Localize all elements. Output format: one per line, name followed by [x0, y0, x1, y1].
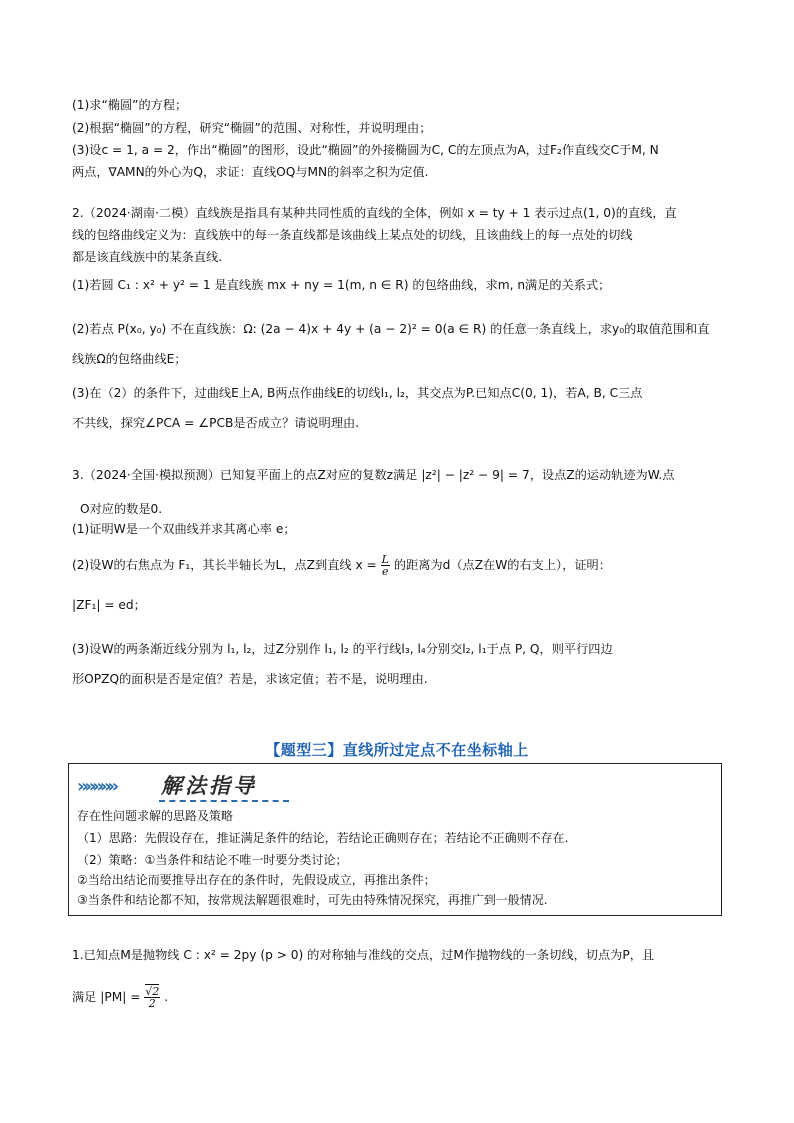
- p3-q2-text-after: 的距离为d（点Z在W的右支上），证明：: [393, 558, 611, 572]
- guide-line-1: 存在性问题求解的思路及策略: [77, 809, 234, 823]
- p3-question-3-line1: (3)设W的两条渐近线分别为 l₁, l₂，过Z分别作 l₁, l₂ 的平行线l₃, l₄分别交l₂, l₁于点 P, Q，则平行四边: [72, 642, 613, 656]
- p2-question-2-line2: 线族Ω的包络曲线E；: [72, 352, 187, 366]
- solution-guide-box: [68, 763, 722, 916]
- fraction-l-over-e: [381, 554, 390, 577]
- sqrt-two: √2: [145, 985, 160, 998]
- fraction-sqrt2-over-2: [144, 986, 160, 1009]
- guide-line-2: （1）思路：先假设存在，推证满足条件的结论，若结论正确则存在；若结论不正确则不存在.: [77, 831, 569, 845]
- p2-question-1: (1)若圆 C₁ : x² + y² = 1 是直线族 mx + ny = 1(m, n ∈ R) 的包络曲线，求m, n满足的关系式；: [72, 278, 611, 292]
- p2-stem-line3: 都是该直线族中的某条直线.: [72, 250, 223, 264]
- p3-question-2-line2: |ZF₁| = ed；: [72, 598, 146, 612]
- p4-stem-line2: [72, 986, 168, 1009]
- p3-question-3-line2: 形OPZQ的面积是否是定值？若是，求该定值；若不是，说明理由.: [72, 672, 428, 686]
- p1-question-3-line2: 两点，∇AMN的外心为Q，求证：直线OQ与MN的斜率之积为定值.: [72, 165, 429, 179]
- p3-question-1: (1)证明W是一个双曲线并求其离心率 e；: [72, 522, 296, 536]
- p3-question-2-line1: [72, 554, 611, 577]
- p2-question-3-line1: (3)在（2）的条件下，过曲线E上A, B两点作曲线E的切线l₁, l₂，其交点为P.已知点C(0, 1)，若A, B, C三点: [72, 386, 643, 400]
- guide-title-underline: [159, 800, 289, 802]
- p2-question-2-line1: (2)若点 P(x₀, y₀) 不在直线族：Ω: (2a − 4)x + 4y + (a − 2)² = 0(a ∈ R) 的任意一条直线上，求y₀的取值范围和直: [72, 322, 710, 336]
- guide-line-3: （2）策略：①当条件和结论不唯一时要分类讨论；: [77, 853, 348, 867]
- p3-stem-line2: O对应的数是0.: [80, 502, 163, 516]
- frac-denominator: 2: [148, 997, 156, 1010]
- p3-q2-text-before: (2)设W的右焦点为 F₁，其长半轴长为L，点Z到直线 x =: [72, 558, 377, 572]
- p2-stem-line2: 线的包络曲线定义为：直线族中的每一条直线都是该曲线上某点处的切线，且该曲线上的每一点处的切线: [72, 228, 633, 242]
- frac-denominator: e: [382, 565, 389, 578]
- p1-question-1: (1)求“椭圆”的方程；: [72, 98, 188, 112]
- p2-question-3-line2: 不共线，探究∠PCA = ∠PCB是否成立？请说明理由.: [72, 416, 360, 430]
- guide-line-5: ③当条件和结论都不知，按常规法解题很难时，可先由特殊情况探究，再推广到一般情况.: [77, 893, 548, 907]
- guide-title: 解法指导: [161, 774, 257, 798]
- p2-stem-line1: 2.（2024·湖南·二模）直线族是指具有某种共同性质的直线的全体，例如 x = ty + 1 表示过点(1, 0)的直线，直: [72, 206, 677, 220]
- p4-stem-line1: 1.已知点M是抛物线 C : x² = 2py (p > 0) 的对称轴与准线的交点，过M作抛物线的一条切线，切点为P，且: [72, 948, 655, 962]
- chevron-arrows-icon: »»»»»: [77, 776, 116, 797]
- frac-numerator: L: [381, 553, 389, 566]
- section-title: 【题型三】直线所过定点不在坐标轴上: [265, 741, 529, 759]
- p1-question-2: (2)根据“椭圆”的方程，研究“椭圆”的范围、对称性，并说明理由；: [72, 121, 432, 135]
- p4-text-after: .: [164, 990, 169, 1004]
- p4-text-before: 满足 |PM| =: [72, 990, 141, 1004]
- p3-stem-line1: 3.（2024·全国·模拟预测）已知复平面上的点Z对应的复数z满足 |z²| − |z² − 9| = 7，设点Z的运动轨迹为W.点: [72, 468, 675, 482]
- guide-line-4: ②当给出结论而要推导出存在的条件时，先假设成立，再推出条件；: [77, 873, 436, 887]
- p1-question-3-line1: (3)设c = 1, a = 2，作出“椭圆”的图形，设此“椭圆”的外接椭圆为C, C的左顶点为A，过F₂作直线交C于M, N: [72, 143, 659, 157]
